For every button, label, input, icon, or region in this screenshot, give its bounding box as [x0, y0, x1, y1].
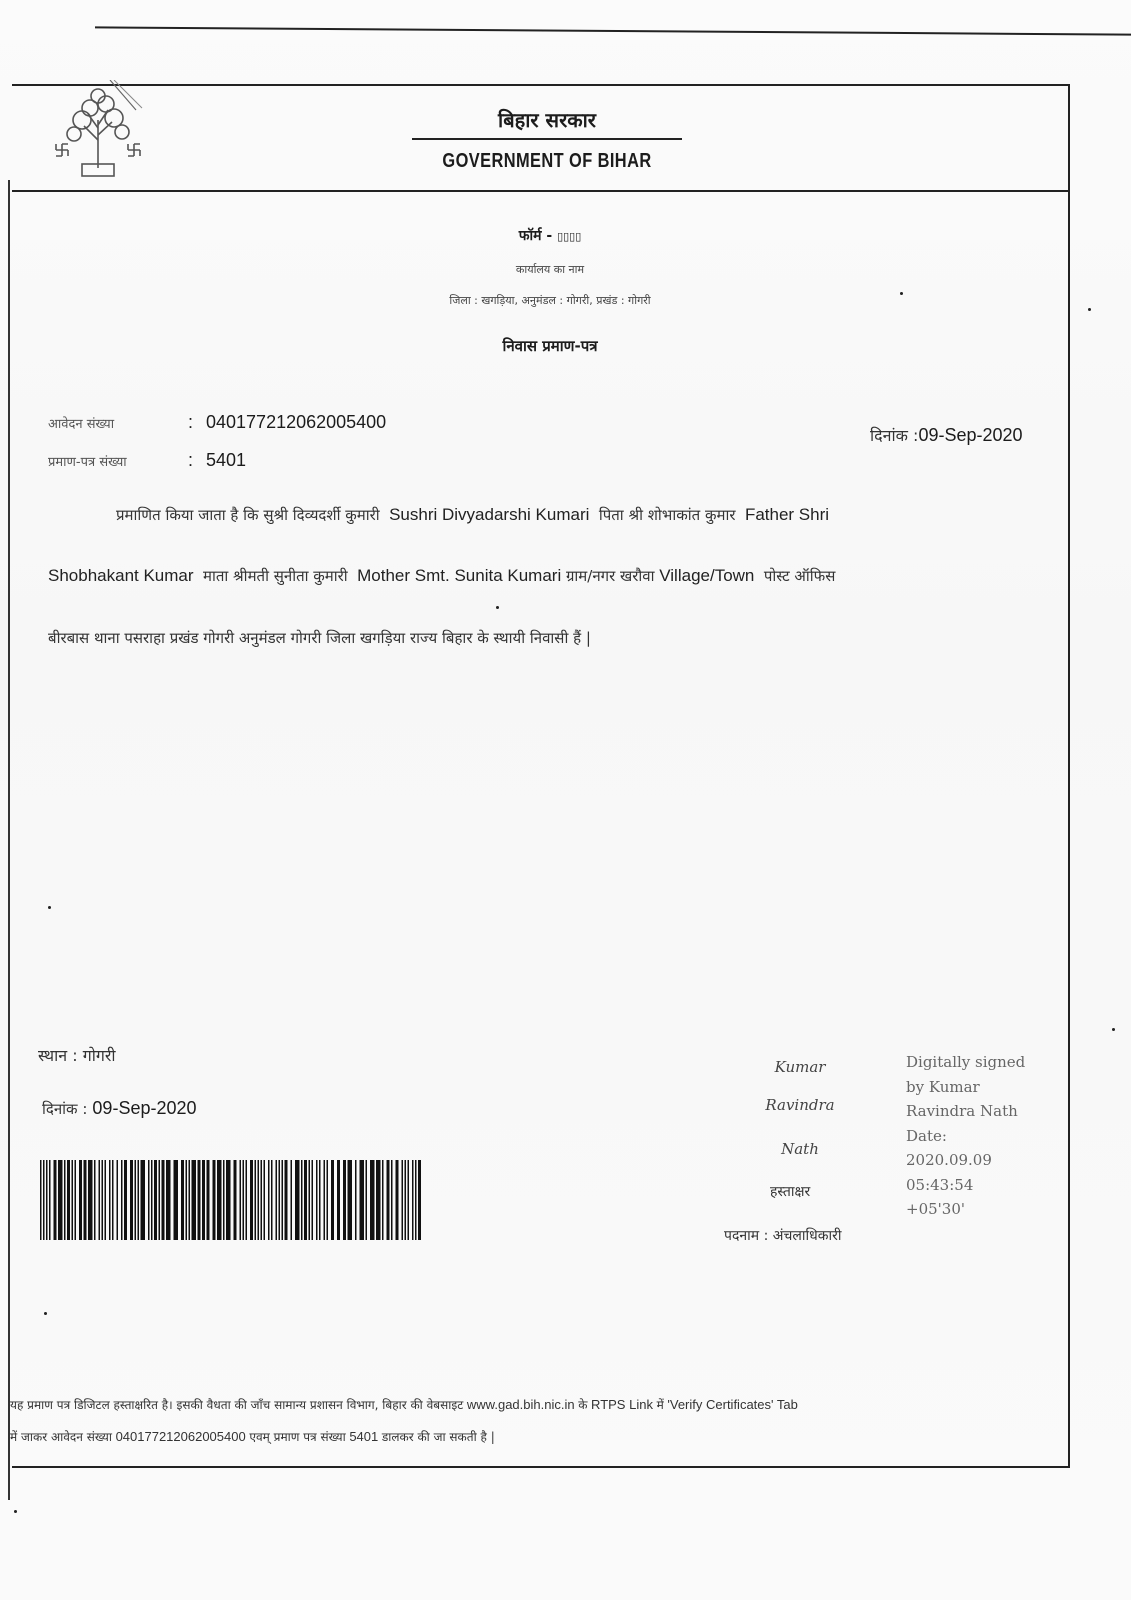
paper-speck: [14, 1510, 17, 1513]
body-text: Shobhakant Kumar: [48, 566, 194, 585]
digital-signature-line: 2020.09.09: [906, 1151, 992, 1169]
body-text: पिता श्री शोभाकांत कुमार: [598, 506, 736, 524]
footer-text: RTPS Link: [591, 1397, 653, 1412]
paper-speck: [496, 606, 499, 609]
body-text: पोस्ट ऑफिस: [763, 567, 836, 585]
digital-signature-line: Date:: [906, 1126, 947, 1145]
issue-date-value: 09-Sep-2020: [918, 425, 1023, 445]
body-text: प्रमाणित किया जाता है कि सुश्री दिव्यदर्शी कुमारी: [116, 506, 380, 524]
digital-signature-line: Ravindra Nath: [906, 1102, 1018, 1120]
footer-text: 5401: [349, 1429, 379, 1444]
issue-date-label: दिनांक :: [870, 426, 919, 445]
form-number: [300, 226, 800, 245]
title-underline: [412, 138, 682, 140]
footer-text: एवम् प्रमाण पत्र संख्या: [249, 1430, 346, 1444]
digital-signature-line: +05'30': [906, 1200, 965, 1218]
form-number-glyphs: ▯▯▯▯: [557, 230, 582, 243]
barcode-icon: [40, 1160, 424, 1240]
government-title-hindi: बिहार सरकार: [498, 108, 596, 132]
digital-signature-line: Digitally signed: [906, 1053, 1026, 1071]
colon: :: [188, 450, 194, 470]
signing-date-value: 09-Sep-2020: [92, 1098, 197, 1118]
certificate-title: निवास प्रमाण-पत्र: [502, 337, 598, 355]
footer-text: के: [578, 1398, 588, 1412]
footer-text: 040177212062005400: [115, 1429, 246, 1444]
office-name: कार्यालय का नाम: [515, 263, 585, 276]
signature-name-line: Kumar: [774, 1058, 826, 1076]
paper-speck: [1112, 1028, 1115, 1031]
gad-website-link[interactable]: www.gad.bih.nic.in: [466, 1397, 575, 1412]
place: स्थान : गोगरी: [38, 1046, 116, 1065]
paper-speck: [44, 1312, 47, 1315]
body-text: ग्राम/नगर खरौवा: [565, 567, 655, 585]
certificate-number: 5401: [206, 450, 247, 470]
designation: पदनाम : अंचलाधिकारी: [724, 1228, 842, 1244]
certificate-number-row: [48, 450, 246, 471]
district-line: जिला : खगड़िया, अनुमंडल : गोगरी, प्रखंड : गोगरी: [449, 294, 651, 307]
body-text: Mother Smt. Sunita Kumari: [357, 566, 562, 585]
body-text: Father Shri: [744, 505, 830, 524]
paper-speck: [1088, 308, 1091, 311]
application-number-label: आवेदन संख्या: [48, 417, 115, 432]
application-number-row: [48, 412, 386, 433]
body-text: माता श्रीमती सुनीता कुमारी: [203, 567, 348, 585]
signature-label: हस्ताक्षर: [770, 1184, 811, 1200]
body-text: बीरबास थाना पसराहा प्रखंड गोगरी अनुमंडल गोगरी जिला खगड़िया राज्य बिहार के स्थायी निवासी हैं |: [48, 629, 591, 647]
colon: :: [188, 412, 194, 432]
certificate-body-line-3: [48, 628, 591, 648]
page-left-edge: [0, 180, 10, 1500]
signature-name-line: Nath: [781, 1140, 819, 1158]
signing-date-label: दिनांक :: [42, 1100, 88, 1118]
digital-signature-line: by Kumar: [906, 1077, 980, 1096]
paper-speck: [900, 292, 903, 295]
body-text: Sushri Divyadarshi Kumari: [389, 505, 590, 524]
verification-note-line-1: [10, 1396, 798, 1413]
footer-text: में जाकर आवेदन संख्या: [10, 1430, 112, 1444]
signature-name-line: Ravindra: [765, 1096, 835, 1114]
verification-note-line-2: [10, 1428, 495, 1445]
certificate-border: [12, 84, 1070, 1468]
certificate-body-line-1: [116, 505, 829, 525]
certificate-body-line-2: [48, 566, 835, 586]
footer-text: यह प्रमाण पत्र डिजिटल हस्ताक्षरित है। इसकी वैधता की जाँच सामान्य प्रशासन विभाग, बिहार की वेबसाइट: [10, 1398, 464, 1412]
paper-speck: [48, 906, 51, 909]
signing-date: [42, 1098, 197, 1119]
issue-date: [870, 424, 1023, 446]
digital-signature-block: [906, 1050, 1046, 1222]
body-text: Village/Town: [659, 566, 755, 585]
footer-text: में: [656, 1398, 664, 1412]
government-title-english: GOVERNMENT OF BIHAR: [442, 150, 652, 172]
form-number-label: फॉर्म -: [518, 228, 558, 244]
footer-text: 'Verify Certificates' Tab: [667, 1397, 798, 1412]
application-number: 040177212062005400: [206, 412, 387, 432]
digital-signature-line: 05:43:54: [906, 1175, 974, 1194]
footer-text: डालकर की जा सकती है |: [381, 1430, 495, 1444]
bihar-state-emblem-icon: [48, 80, 148, 184]
header-divider: [12, 190, 1070, 192]
certificate-number-label: प्रमाण-पत्र संख्या: [48, 455, 127, 470]
